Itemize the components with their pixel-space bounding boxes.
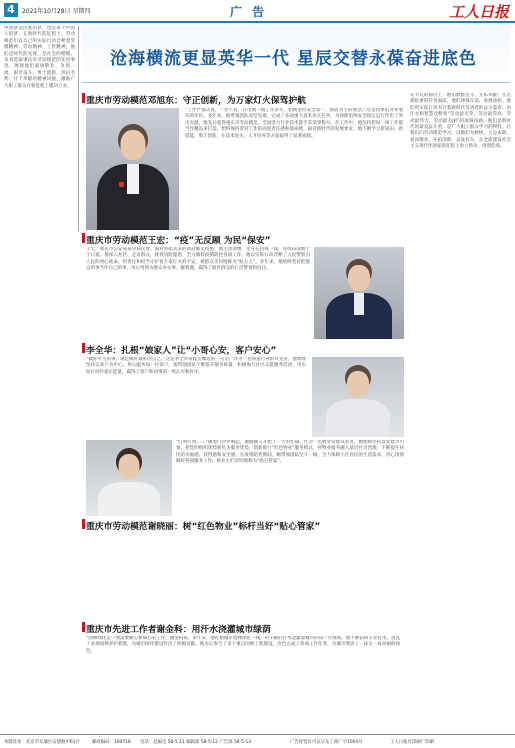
portrait-photo [314,247,404,339]
right-column: 在平凡的岗位上，他们默默坚守、无私奉献；在急难险重的任务面前，他们冲锋在前、勇挑重担。他们用实际行动书写着新时代劳动者的奋斗篇章，用汗水和智慧诠释着“劳动最光荣、劳动最崇高、劳动最伟大、劳动最美丽”的深刻内涵。他们是新时代的最美奋斗者，是广大职工群众学习的榜样。让我们向劳动模范学习，以他们为榜样，立足本职、爱岗敬业、开拓创新、奋发有为，在全面建设社会主义现代化国家新征程上再立新功、再创佳绩。 [410,93,511,150]
page-header [0,0,515,22]
story-marker [82,519,85,529]
portrait-photo [86,440,172,516]
footer-phone: 电话：总编室 58-5-11 编辑部 58-5-12 广告部 58-5-13 [140,740,252,745]
story-title: 重庆市劳动模范王宏：“疫”无反顾 为民“保安” [86,236,271,246]
footer-printer: 工人日报社印刷厂印刷 [390,740,434,745]
masthead-logo: 工人日报 [448,3,509,21]
page-number: 4 [4,3,18,17]
issue-date: 2021年10月28日 星期四 [22,8,91,15]
story-marker [82,93,85,103]
feature-banner [82,26,510,90]
story-marker [82,233,85,243]
story-title: 李全华：扎根“娘家人”让“小哥心安，客户安心” [86,346,277,356]
story-body: “园林绿化是一项需要耐心和细心的工作。”谢金科说。多年来，他扎根城市园林绿化一线，用辛勤的汗水浇灌着城市的每一片绿荫。他不断钻研专业技术，攻克了多项园林养护难题，为城市绿化建设作出了积极贡献。他先后参与了多个重点园林工程建设，出色完成了各项工作任务，为城市增添了一抹又一抹亮丽的绿色。 [86,636,400,654]
story-body: “工作严谨认真，一丝不苟，在电网一线工作多年，始终坚持安全第一、预防为主的理念。”这是同事们对邓旭东的评价。多年来，他带领团队攻坚克难，完成了多项重大技术攻关任务，为保障电网安全稳定运行作出了突出贡献。他先后获得重庆市劳动模范、全国电力行业技术能手等荣誉称号。在工作中，他坚持把每一项工作都当作精品来打造，始终保持着对工作的高度责任感和使命感。面对新时代的发展要求，他不断学习新知识、新技能，勇于创新，在技术攻关、人才培养等方面取得了显著成绩。 [185,108,403,139]
intro-text: 中国梦是民族的梦，也是每个中国人的梦。在新时代的征程上，劳动模范们以自己的实际行动诠释着劳模精神、劳动精神、工匠精神，他们是时代的先锋，是社会的楷模。本刊选取重庆市劳动模范的先进事迹，展现他们爱岗敬业、争创一流、艰苦奋斗、勇于创新、淡泊名利、甘于奉献的精神风貌，激励广大职工群众在新征程上建功立业。 [4,26,75,89]
story-marker [82,343,85,353]
portrait-photo [312,357,404,437]
page-footer [0,734,515,748]
banner-rule [82,82,510,83]
column-divider [78,26,79,231]
footer-address: 本版社址：北京市东城区安德路甲61号 [4,740,80,745]
story-title: 重庆市劳动模范邓旭东：守正创新，为万家灯火保驾护航 [86,96,306,106]
story-title: 重庆市先进工作者谢金科：用汗水浇灌城市绿荫 [86,625,271,635]
story-title: 重庆市劳动模范谢晓丽：树“红色物业”标杆当好“贴心管家” [86,522,321,532]
header-rule [0,21,515,23]
footer-zip: 邮政编码：100718 [92,740,131,745]
story-body: 王宏，重庆市公安局某分局民警。面对突如其来的新冠肺炎疫情，他主动请缨，坚守在抗疫一线，连续奋战数十个日夜。他深入社区、走访群众，排查风险隐患，全力做好疫情防控各项工作。他以实际行动诠释了人民警察为人民的初心使命，用责任和担当守护着万家灯火的平安，被群众亲切地称为“贴心人”。多年来，他始终坚持把群众的事当作自己的事，用心用情为群众办实事、解难题，赢得了辖区群众的广泛赞誉和信任。 [86,247,310,272]
portrait-photo [86,108,179,230]
intro-column [4,26,75,231]
story-marker [82,622,85,632]
section-label: 广 告 [230,5,268,19]
footer-license: 广告经营许可证京东工商广字1004号 [290,740,363,745]
story-body: “做好平凡的事，就是做好最好的自己。”这是李全华常挂在嘴边的一句话。作为一名快递行业的从业者，他始终坚持以客户为中心，用心服务每一位客户。他带领团队不断提升服务质量，积极参与社区志愿服务活动，用实际行动传递正能量，赢得了客户和同事的一致认可和好评。 [86,357,306,375]
story-body: “叮咚叮咚……”随着门铃声响起，谢晓丽又开始了一天的忙碌。作为一名物业管理从业者，她始终坚持以党建为引领，把党的组织优势转化为服务优势，创新推行“红色物业”服务模式，将物业服务融入基层社会治理，不断提升居民的幸福感、获得感和安全感。在疫情防控期间，她带领团队坚守一线，全力保障小区居民的生活需求，用心用情做好各项服务工作，被业主们亲切地称为“贴心管家”。 [176,440,404,465]
banner-title: 沧海横流更显英华一代 星辰交替永葆奋进底色 [110,49,477,69]
